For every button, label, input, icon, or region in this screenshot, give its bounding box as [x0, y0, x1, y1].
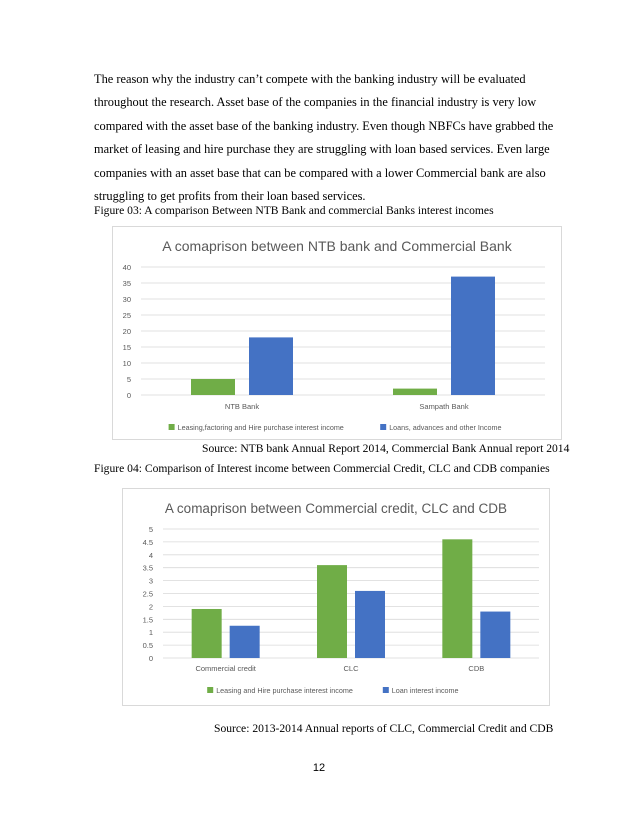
paragraph-line: companies with an asset base that can be compared with a lower Commercial bank are also	[94, 165, 546, 180]
x-tick-label: Commercial credit	[195, 664, 256, 673]
figure-4-chart-svg	[123, 489, 549, 705]
y-tick-label: 4	[148, 550, 153, 560]
y-tick-label: 2.5	[142, 589, 153, 599]
paragraph-line: throughout the research. Asset base of the companies in the financial industry is very low	[94, 95, 537, 110]
paragraph-line: compared with the asset base of the banking industry. Even though NBFCs have grabbed the	[94, 118, 554, 133]
y-tick-label: 30	[122, 295, 131, 304]
figure-3-chart	[112, 226, 562, 440]
bar	[393, 389, 437, 395]
figure-3-source: Source: NTB bank Annual Report 2014, Commercial Bank Annual report 2014	[202, 442, 570, 455]
bar	[249, 337, 293, 395]
legend-swatch	[169, 424, 175, 430]
legend-label: Leasing,factoring and Hire purchase interest income	[177, 423, 344, 432]
bar	[230, 626, 260, 658]
y-tick-label: 40	[122, 263, 131, 272]
body-paragraph	[94, 68, 564, 208]
figure-4-source: Source: 2013-2014 Annual reports of CLC, Commercial Credit and CDB	[214, 722, 554, 735]
y-tick-label: 5	[148, 525, 153, 534]
paragraph-line: struggling to get profits from their loan based services.	[94, 189, 366, 204]
figure-3-chart-svg	[113, 227, 561, 439]
y-tick-label: 5	[126, 375, 131, 384]
y-tick-label: 35	[122, 279, 131, 288]
bar	[191, 379, 235, 395]
bar	[480, 612, 510, 658]
y-tick-label: 15	[122, 343, 131, 352]
chart-title: A comaprison between NTB bank and Commercial Bank	[162, 238, 512, 254]
legend-label: Loans, advances and other Income	[389, 423, 502, 432]
y-tick-label: 10	[122, 359, 131, 368]
y-tick-label: 0	[126, 391, 131, 400]
x-tick-label: NTB Bank	[224, 402, 260, 411]
y-tick-label: 1.5	[142, 615, 153, 625]
paragraph-line: market of leasing and hire purchase they are struggling with loan based services. Even large	[94, 142, 550, 157]
page-number: 12	[312, 762, 326, 774]
paragraph-line: The reason why the industry can’t compete with the banking industry will be evaluated	[94, 72, 526, 86]
y-tick-label: 0	[148, 654, 153, 663]
bar	[355, 591, 385, 658]
figure-4-chart	[122, 488, 550, 706]
figure-4-caption: Figure 04: Comparison of Interest income between Commercial Credit, CLC and CDB companies	[94, 462, 550, 475]
y-tick-label: 3	[148, 576, 153, 586]
bar	[192, 609, 222, 658]
legend-label: Leasing and Hire purchase interest income	[216, 686, 353, 695]
y-tick-label: 3.5	[142, 563, 153, 573]
bar	[442, 539, 472, 658]
legend-swatch	[383, 687, 389, 693]
y-tick-label: 4.5	[142, 537, 153, 547]
y-tick-label: 1	[148, 628, 153, 638]
figure-3-caption: Figure 03: A comparison Between NTB Bank and commercial Banks interest incomes	[94, 204, 494, 217]
x-tick-label: Sampath Bank	[419, 402, 469, 411]
legend-label: Loan interest income	[391, 686, 459, 695]
y-tick-label: 20	[122, 327, 131, 336]
x-tick-label: CDB	[468, 664, 485, 673]
bar	[317, 565, 347, 658]
y-tick-label: 2	[148, 602, 153, 612]
legend-swatch	[207, 687, 213, 693]
legend-swatch	[380, 424, 386, 430]
x-tick-label: CLC	[343, 664, 359, 673]
y-tick-label: 0.5	[142, 641, 153, 651]
y-tick-label: 25	[122, 311, 131, 320]
bar	[451, 277, 495, 395]
chart-title: A comaprison between Commercial credit, CLC and CDB	[164, 501, 508, 516]
